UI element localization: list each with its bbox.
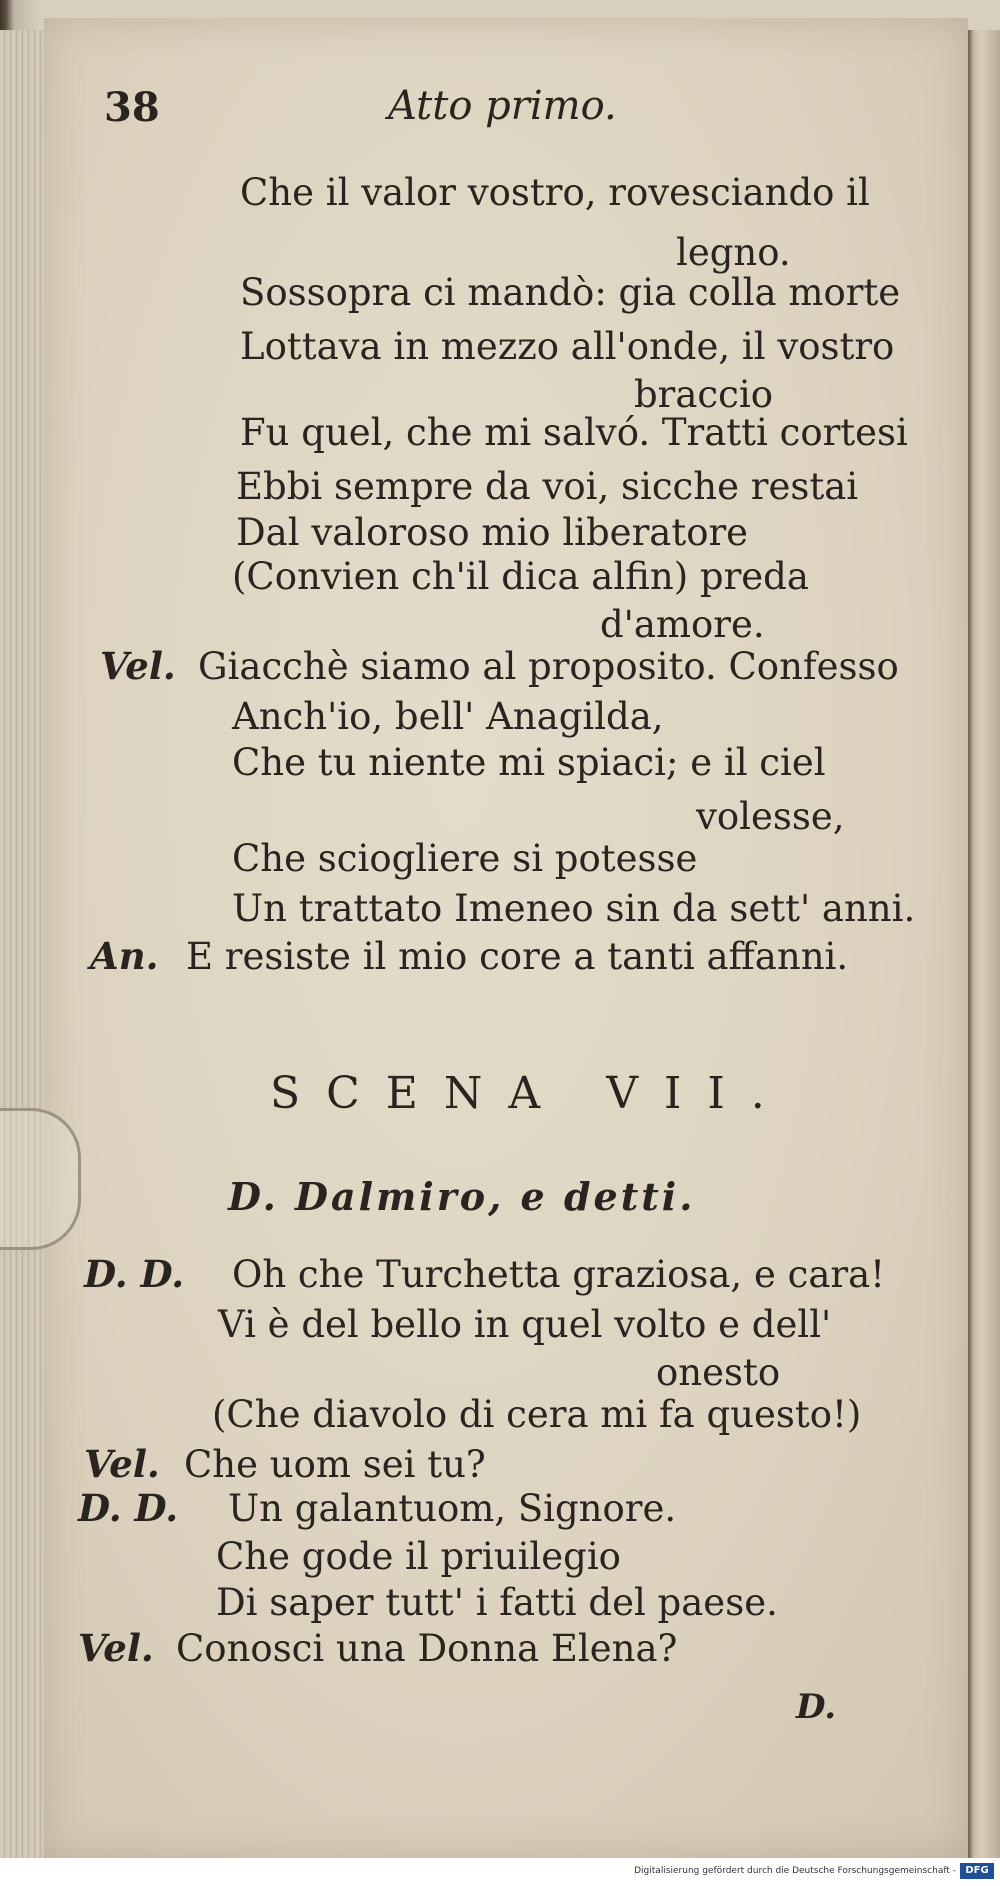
verse-line: legno. xyxy=(676,231,791,274)
verse-line: Conosci una Donna Elena? xyxy=(176,1627,678,1670)
verse-line: (Che diavolo di cera mi fa questo!) xyxy=(212,1393,862,1436)
stage-direction: D. Dalmiro, e detti. xyxy=(228,1174,696,1219)
verse-line: Che il valor vostro, rovesciando il xyxy=(240,171,870,214)
verse-line: Che uom sei tu? xyxy=(184,1443,486,1486)
speaker-label: Vel. xyxy=(100,644,176,688)
speaker-label: Vel. xyxy=(84,1442,160,1486)
verse-line: braccio xyxy=(634,373,773,416)
page-number: 38 xyxy=(104,84,160,131)
verse-line: Lottava in mezzo all'onde, il vostro xyxy=(240,325,895,368)
verse-line: Ebbi sempre da voi, sicche restai xyxy=(236,465,859,508)
speaker-label: D. D. xyxy=(84,1252,185,1296)
verse-line: (Convien ch'il dica alfin) preda xyxy=(232,555,809,598)
page-edge-right xyxy=(968,30,1000,1860)
verse-line: Sossopra ci mandò: gia colla morte xyxy=(240,271,901,314)
page-clip xyxy=(0,1108,81,1250)
verse-line: Un trattato Imeneo sin da sett' anni. xyxy=(232,887,916,930)
verse-line: onesto xyxy=(656,1351,781,1394)
digitization-credit: Digitalisierung gefördert durch die Deutsche Forschungsgemeinschaft - xyxy=(634,1866,956,1876)
verse-line: Vi è del bello in quel volto e dell' xyxy=(218,1303,832,1346)
verse-line: Oh che Turchetta graziosa, e cara! xyxy=(232,1253,885,1296)
verse-line: Dal valoroso mio liberatore xyxy=(236,511,749,554)
verse-line: E resiste il mio core a tanti affanni. xyxy=(186,935,849,978)
verse-line: Un galantuom, Signore. xyxy=(228,1487,677,1530)
verse-line: Che tu niente mi spiaci; e il ciel xyxy=(232,741,826,784)
speaker-label: Vel. xyxy=(78,1626,154,1670)
verse-line: Fu quel, che mi salvó. Tratti cortesi xyxy=(240,411,908,454)
running-head: Atto primo. xyxy=(388,83,617,129)
verse-line: Anch'io, bell' Anagilda, xyxy=(232,695,664,738)
catchword: D. xyxy=(796,1687,837,1727)
page-edges-left xyxy=(0,30,49,1860)
speaker-label: D. D. xyxy=(78,1486,179,1530)
verse-line: Che gode il priuilegio xyxy=(216,1535,621,1578)
verse-line: volesse, xyxy=(696,795,845,838)
dfg-logo: DFG xyxy=(960,1863,994,1879)
speaker-label: An. xyxy=(90,934,159,978)
scene-heading: SCENA VII. xyxy=(270,1068,791,1119)
verse-line: Che sciogliere si potesse xyxy=(232,837,698,880)
verse-line: Di saper tutt' i fatti del paese. xyxy=(216,1581,778,1624)
verse-line: d'amore. xyxy=(600,603,765,646)
verse-line: Giacchè siamo al proposito. Confesso xyxy=(198,645,899,688)
